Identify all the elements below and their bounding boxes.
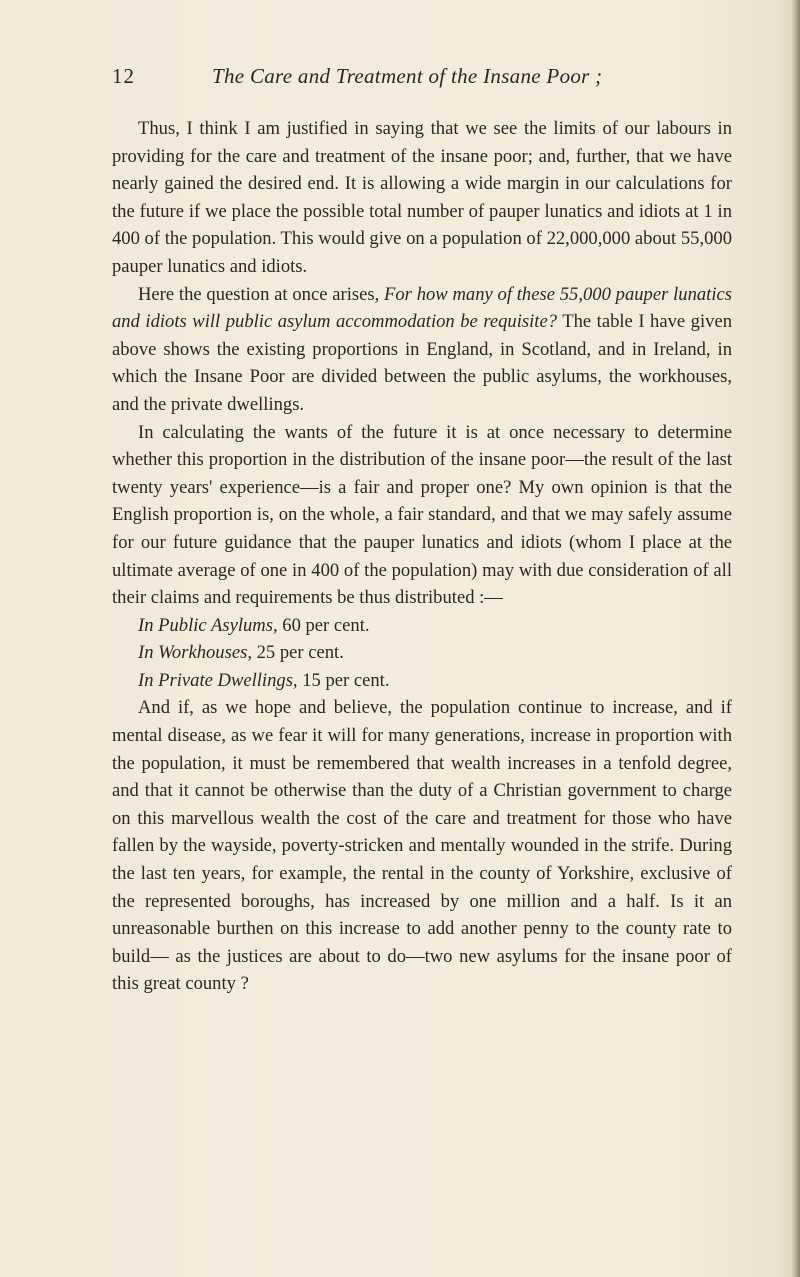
paragraph-limits-of-labours: Thus, I think I am justified in saying that we see the limits of our labours in providing for the care and treatment of the insane poor; and, further, that we have nearly gained the desired end. It is allowing a wide margin in our calculations for the future if we place the possible total number of pauper lunatics and idiots at 1 in 400 of the population. This would give on a population of 22,000,000 about 55,000 pauper lunatics and idiots. (112, 118, 732, 277)
page-number: 12 (112, 64, 135, 88)
running-title: The Care and Treatment of the Insane Poor ; (212, 64, 603, 88)
page-header (112, 64, 732, 94)
paragraph-wealth-increase: And if, as we hope and believe, the population continue to increase, and if mental disease, as we fear it will for many generations, increase in proportion with the population, it must be remembered that wealth increases in a tenfold degree, and that it cannot be otherwise than the duty of a Christian government to charge on this marvellous wealth the cost of the care and treatment for those who have fallen by the wayside, poverty-stricken and mentally wounded in the strife. During the last ten years, for example, the rental in the county of Yorkshire, exclusive of the represented boroughs, has increased by one million and a half. Is it an unreasonable burthen on this increase to add another penny to the county rate to build— as the justices are about to do—two new asylums for the insane poor of this great county ? (112, 697, 732, 995)
distribution-share: 15 per cent. (302, 669, 390, 691)
page-edge-shadow (791, 0, 800, 1277)
distribution-place: In Workhouses, (138, 642, 252, 664)
body-text (112, 115, 732, 998)
distribution-place: In Public Asylums, (138, 614, 278, 636)
distribution-item (138, 612, 732, 640)
question-rest: The table I have given above shows the existing proportions in England, in Scotland, and in Ireland, in which the Insane Poor are divided between the public asylums, the workhouses, and the private dwellings. (112, 311, 732, 415)
distribution-item (138, 667, 732, 695)
distribution-item (138, 639, 732, 667)
distribution-list (112, 612, 732, 695)
paragraph-calculating-wants: In calculating the wants of the future it is at once necessary to determine whether this proportion in the distribution of the insane poor—the result of the last twenty years' experience—is a fair and proper one? My own opinion is that the English proportion is, on the whole, a fair standard, and that we may safely assume for our future guidance that the pauper lunatics and idiots (whom I place at the ultimate average of one in 400 of the population) may with due consideration of all their claims and requirements be thus distributed :— (112, 421, 732, 609)
distribution-place: In Private Dwellings, (138, 669, 298, 691)
distribution-share: 60 per cent. (282, 614, 370, 636)
question-italic: For how many of these 55,000 pauper lunatics and idiots will public asylum accommodation be requisite? (112, 283, 732, 333)
question-lead: Here the question at once arises, (138, 283, 385, 305)
paragraph-question (112, 281, 732, 419)
distribution-share: 25 per cent. (256, 642, 344, 664)
